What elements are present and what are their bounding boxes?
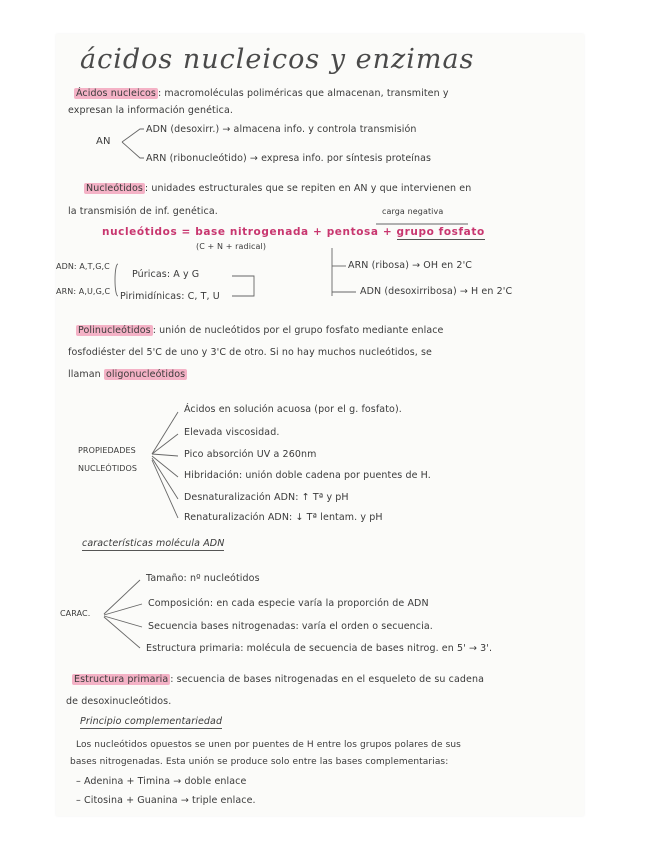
propiedades-label-2: NUCLEÓTIDOS bbox=[78, 464, 138, 473]
adn-bases: ADN: A,T,G,C bbox=[56, 262, 110, 271]
nucleotidos-formula bbox=[102, 226, 485, 238]
carac-item: Composición: en cada especie varía la proporción de ADN bbox=[148, 598, 429, 609]
nucleotidos-def-1: : unidades estructurales que se repiten en AN y que intervienen en bbox=[144, 183, 472, 194]
nucleotidos-term: Nucleótidos bbox=[86, 183, 143, 194]
nucleotidos-def-2: la transmisión de inf. genética. bbox=[68, 206, 218, 217]
propiedad-item: Hibridación: unión doble cadena por puentes de H. bbox=[184, 470, 431, 481]
notebook-page bbox=[56, 34, 584, 816]
carac-item: Tamaño: nº nucleótidos bbox=[146, 573, 260, 584]
propiedad-item: Ácidos en solución acuosa (por el g. fosfato). bbox=[184, 404, 402, 415]
bases-brace bbox=[115, 264, 118, 296]
estructura-term: Estructura primaria bbox=[74, 674, 169, 685]
polinucleotidos-line-1 bbox=[76, 325, 444, 336]
bases-pirimidinicas: Pirimidínicas: C, T, U bbox=[120, 291, 220, 302]
formula-pentosa: pentosa bbox=[326, 226, 379, 238]
carac-arrow-2 bbox=[104, 604, 142, 615]
formula-plus-1: + bbox=[313, 226, 323, 238]
prop-arrow-1 bbox=[152, 412, 178, 454]
propiedad-item: Renaturalización ADN: ↓ Tª lentam. y pH bbox=[184, 512, 383, 523]
polinucleotidos-term: Polinucleótidos bbox=[78, 325, 151, 336]
prop-arrow-5 bbox=[152, 458, 178, 499]
oligonucleotidos-term: oligonucleótidos bbox=[105, 369, 186, 380]
principio-line-1: Los nucleótidos opuestos se unen por puentes de H entre los grupos polares de sus bbox=[76, 740, 461, 750]
carac-arrow-1 bbox=[104, 580, 140, 614]
propiedad-item: Pico absorción UV a 260nm bbox=[184, 449, 317, 460]
formula-plus-2: + bbox=[382, 226, 393, 238]
propiedades-label-1: PROPIEDADES bbox=[78, 446, 136, 455]
estructura-line-1 bbox=[72, 674, 484, 685]
polinucleotidos-def-2: fosfodiéster del 5'C de uno y 3'C de otro. Si no hay muchos nucleótidos, se bbox=[68, 347, 432, 358]
caracteristicas-heading: características molécula ADN bbox=[82, 538, 225, 549]
bases-connector bbox=[232, 276, 254, 296]
pentosa-arn: ARN (ribosa) → OH en 2'C bbox=[348, 260, 473, 271]
carac-item: Secuencia bases nitrogenadas: varía el orden o secuencia. bbox=[148, 621, 433, 632]
an-branch-bottom bbox=[122, 142, 144, 158]
principio-heading: Principio complementariedad bbox=[80, 716, 223, 727]
acidos-line-1 bbox=[74, 88, 449, 99]
estructura-def-2: de desoxinucleótidos. bbox=[66, 696, 172, 707]
an-branch-top bbox=[122, 129, 144, 142]
formula-base: base nitrogenada bbox=[195, 226, 309, 238]
acidos-def-2: expresan la información genética. bbox=[68, 105, 233, 116]
acidos-term: Ácidos nucleicos bbox=[76, 88, 156, 99]
formula-grupo: grupo fosfato bbox=[396, 226, 485, 238]
prop-arrow-3 bbox=[152, 454, 178, 456]
polinucleotidos-def-1: : unión de nucleótidos por el grupo fosfato mediante enlace bbox=[152, 325, 444, 336]
an-adn: ADN (desoxirr.) → almacena info. y controla transmisión bbox=[146, 124, 417, 135]
nucleotidos-line-1 bbox=[84, 183, 471, 194]
polinucleotidos-def-3: llaman bbox=[68, 369, 101, 380]
formula-label: nucleótidos = bbox=[102, 226, 191, 238]
bases-puricas: Púricas: A y G bbox=[132, 269, 200, 280]
page-title: ácidos nucleicos y enzimas bbox=[80, 44, 475, 75]
propiedad-item: Desnaturalización ADN: ↑ Tª y pH bbox=[184, 492, 349, 503]
polinucleotidos-line-3 bbox=[68, 369, 187, 380]
principio-bullet-2: – Citosina + Guanina → triple enlace. bbox=[76, 795, 256, 806]
arn-bases: ARN: A,U,G,C bbox=[56, 287, 111, 296]
base-cnh-note: (C + N + radical) bbox=[196, 242, 267, 251]
prop-arrow-4 bbox=[152, 456, 178, 477]
carac-item: Estructura primaria: molécula de secuencia de bases nitrog. en 5' → 3'. bbox=[146, 643, 493, 654]
carac-label: CARAC. bbox=[60, 609, 91, 618]
estructura-def-1: : secuencia de bases nitrogenadas en el esqueleto de su cadena bbox=[170, 674, 484, 685]
pentosa-adn: ADN (desoxirribosa) → H en 2'C bbox=[360, 286, 513, 297]
an-label: AN bbox=[96, 136, 111, 147]
carga-negativa: carga negativa bbox=[382, 207, 444, 216]
an-arn: ARN (ribonucleótido) → expresa info. por síntesis proteínas bbox=[146, 153, 432, 164]
principio-bullet-1: – Adenina + Timina → doble enlace bbox=[76, 776, 247, 787]
prop-arrow-6 bbox=[152, 460, 178, 518]
principio-line-2: bases nitrogenadas. Esta unión se produce solo entre las bases complementarias: bbox=[70, 757, 449, 767]
propiedad-item: Elevada viscosidad. bbox=[184, 427, 280, 438]
prop-arrow-2 bbox=[152, 434, 178, 454]
acidos-def-1: : macromoléculas poliméricas que almacenan, transmiten y bbox=[157, 88, 449, 99]
